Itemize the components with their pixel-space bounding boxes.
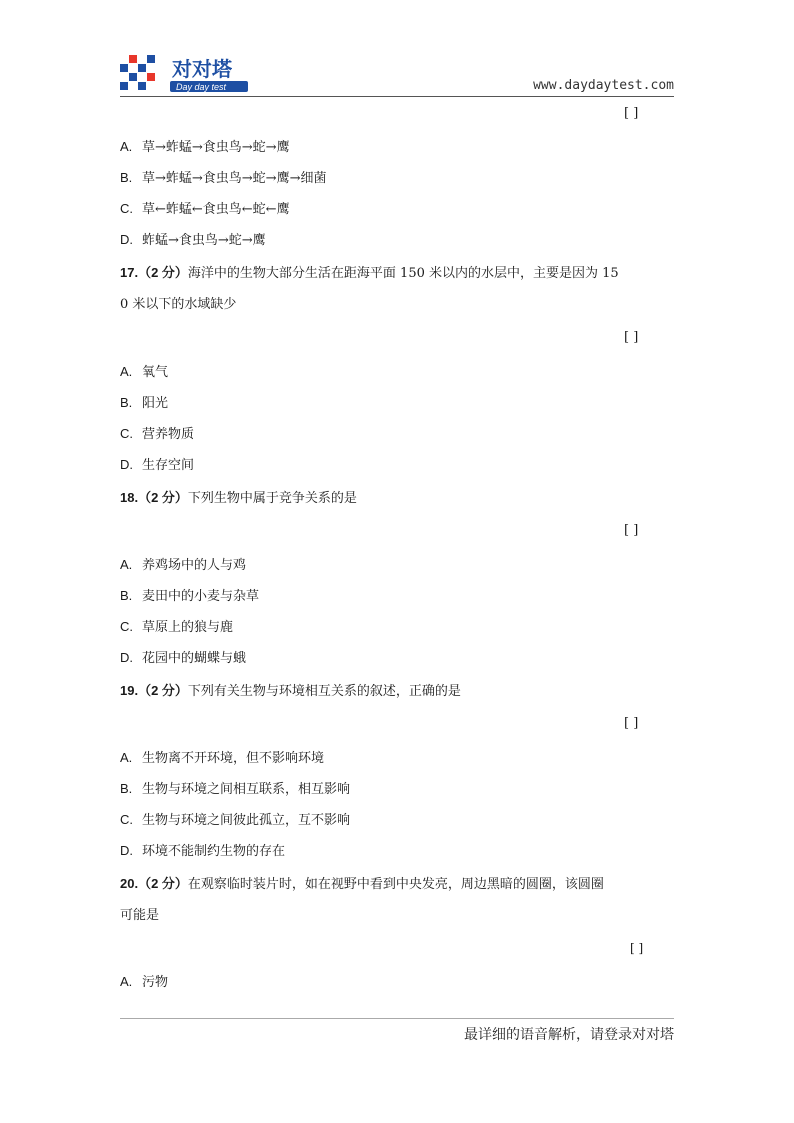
svg-text:对对塔: 对对塔 <box>172 57 232 81</box>
option-c: C. 营养物质 <box>120 426 195 442</box>
answer-bracket: [ ] <box>624 716 639 731</box>
answer-bracket: [ ] <box>624 106 639 121</box>
daydaytest-logo[interactable] <box>120 54 250 94</box>
option-c: C. 草←蚱蜢←食虫鸟←蛇←鹰 <box>120 201 290 217</box>
option-a: A. 污物 <box>120 974 169 990</box>
option-b: B. 阳光 <box>120 395 169 411</box>
question-19-stem: 19.（2 分）下列有关生物与环境相互关系的叙述，正确的是 <box>120 683 461 699</box>
option-b: B. 麦田中的小麦与杂草 <box>120 588 260 604</box>
option-a: A. 养鸡场中的人与鸡 <box>120 557 247 573</box>
question-20-stem-cont: 可能是 <box>120 908 160 923</box>
option-a: A. 生物离不开环境，但不影响环境 <box>120 750 325 766</box>
site-url[interactable]: www.daydaytest.com <box>533 78 674 93</box>
option-d: D. 环境不能制约生物的存在 <box>120 843 286 859</box>
answer-bracket: [ ] <box>624 330 639 345</box>
answer-bracket: [ ] <box>624 523 639 538</box>
option-d: D. 花园中的蝴蝶与蛾 <box>120 650 247 666</box>
option-c: C. 生物与环境之间彼此孤立，互不影响 <box>120 812 351 828</box>
option-a: A. 氧气 <box>120 364 169 380</box>
page-header <box>120 48 674 98</box>
question-20-stem: 20.（2 分）在观察临时装片时，如在视野中看到中央发亮，周边黑暗的圆圈，该圆圈 <box>120 876 604 892</box>
footer-note: 最详细的语音解析，请登录对对塔 <box>464 1027 674 1043</box>
question-17-stem: 17.（2 分）海洋中的生物大部分生活在距海平面 150 米以内的水层中，主要是因为 15 <box>120 265 619 281</box>
option-b: B. 草→蚱蜢→食虫鸟→蛇→鹰→细菌 <box>120 170 327 186</box>
footer-divider <box>120 1018 674 1019</box>
option-d: D. 生存空间 <box>120 457 195 473</box>
option-c: C. 草原上的狼与鹿 <box>120 619 234 635</box>
question-17-stem-cont: 0 米以下的水域缺少 <box>120 297 237 312</box>
option-b: B. 生物与环境之间相互联系，相互影响 <box>120 781 351 797</box>
answer-bracket: [ ] <box>630 941 644 955</box>
option-a: A. 草→蚱蜢→食虫鸟→蛇→鹰 <box>120 139 290 155</box>
option-d: D. 蚱蜢→食虫鸟→蛇→鹰 <box>120 232 266 248</box>
header-divider <box>120 96 674 97</box>
question-18-stem: 18.（2 分）下列生物中属于竞争关系的是 <box>120 490 357 506</box>
svg-text:Day day test: Day day test <box>176 82 227 92</box>
